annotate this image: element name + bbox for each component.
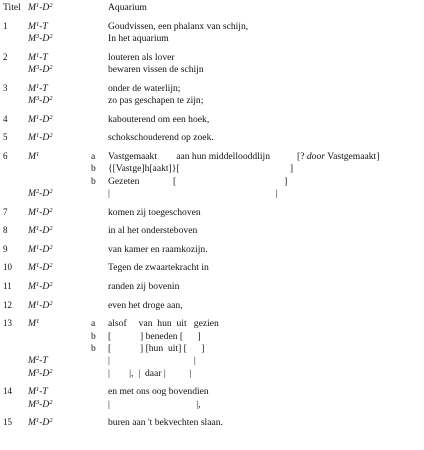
variant-siglum: b [91, 163, 96, 175]
poem-line-text: komen zij toegeschoven [108, 206, 201, 218]
poem-line-text: | | [108, 188, 278, 199]
poem-line-text: | |, [108, 398, 201, 410]
line-number: 8 [3, 225, 8, 236]
witness-siglum: $M^1-T$ [28, 51, 48, 63]
poem-line-text: Vastgemaakt aan hun middellooddlijn [108, 150, 270, 162]
witness-siglum: $M^1-T$ [28, 20, 48, 32]
poem-line-text: onder de waterlijn; [108, 82, 181, 94]
line-number: 15 [3, 417, 12, 428]
witness-siglum: $M^1-D^2$ [28, 280, 53, 292]
witness-siglum: $M^1-D^2$ [28, 262, 53, 274]
variant-siglum: a [91, 318, 96, 330]
witness-siglum: $M^1-D^2$ [28, 417, 53, 429]
poem-line-text: buren aan 't bekvechten slaan. [108, 417, 223, 429]
witness-siglum: $M^1-T$ [28, 82, 48, 94]
poem-line-text: [ ] beneden [ ] [108, 330, 201, 342]
witness-siglum: $M^3-D^2$ [28, 32, 53, 44]
line-number: 2 [3, 51, 8, 62]
poem-line-text: even het droge aan, [108, 299, 183, 311]
poem-title: Aquarium [108, 2, 147, 13]
title-witness: $M^1-D^2$ [28, 1, 53, 13]
witness-siglum: $M^3-D^2$ [28, 94, 53, 106]
witness-siglum: $M^1$ [28, 318, 40, 330]
poem-line-text: in al het ondersteboven [108, 225, 198, 237]
title-label: Titel [3, 2, 21, 13]
poem-line-text: randen zij bovenin [108, 281, 180, 292]
variant-siglum: b [91, 330, 96, 342]
poem-line-text: In het aquarium [108, 33, 169, 44]
witness-siglum: $M^2-D^2$ [28, 187, 53, 199]
line-number: 6 [3, 150, 8, 161]
witness-siglum: $M^1-D^2$ [28, 243, 53, 255]
poem-line-text: louteren als lover [108, 51, 175, 63]
witness-siglum: $M^1-D^2$ [28, 299, 53, 311]
poem-line-text: Goudvissen, een phalanx van schijn, [108, 20, 249, 32]
witness-siglum: $M^3-D^2$ [28, 367, 53, 379]
poem-line-text: zo pas geschapen te zijn; [108, 95, 204, 106]
line-number: 3 [3, 82, 8, 93]
poem-line-text: kabouterend om een hoek, [108, 113, 210, 125]
poem-line-text: van kamer en raamkozijn. [108, 243, 208, 255]
line-number: 5 [3, 132, 8, 143]
witness-siglum: $M^1-T$ [28, 386, 48, 398]
witness-siglum: $M^1-D^2$ [28, 132, 53, 144]
witness-siglum: $M^1-D^2$ [28, 206, 53, 218]
poem-line-text: bewaren vissen de schijn [108, 64, 204, 75]
line-number: 11 [3, 281, 12, 291]
witness-siglum: $M^2-T$ [28, 355, 48, 367]
witness-siglum: $M^3-D^2$ [28, 398, 53, 410]
line-number: 10 [3, 262, 12, 273]
poem-line-text: schokschouderend op zoek. [108, 132, 214, 144]
poem-line-text: alsof van hun uit gezien [108, 318, 219, 330]
poem-line-text: Tegen de zwaartekracht in [108, 262, 209, 274]
poem-line-text: | | [108, 355, 196, 367]
variant-siglum: b [91, 343, 96, 354]
poem-line-text: en met ons oog bovendien [108, 386, 209, 398]
editorial-note: [? door Vastgemaakt] [297, 150, 380, 162]
poem-line-text: {[Vastge]h[aakt]}[ ] [108, 163, 294, 175]
variant-siglum: a [91, 150, 96, 162]
line-number: 7 [3, 206, 8, 217]
poem-line-text: Gezeten [ ] [108, 175, 288, 187]
witness-siglum: $M^1$ [28, 150, 40, 162]
line-number: 14 [3, 386, 12, 397]
line-number: 9 [3, 243, 8, 254]
line-number: 12 [3, 299, 12, 310]
line-number: 1 [3, 20, 8, 31]
witness-siglum: $M^3-D^2$ [28, 63, 53, 75]
witness-siglum: $M^1-D^2$ [28, 225, 53, 237]
poem-line-text: | |, | daar | | [108, 367, 192, 379]
line-number: 4 [3, 113, 8, 124]
variant-siglum: b [91, 175, 96, 187]
witness-siglum: $M^1-D^2$ [28, 113, 53, 125]
line-number: 13 [3, 318, 12, 329]
poem-line-text: [ ] [hun uit] [ ] [108, 343, 205, 354]
